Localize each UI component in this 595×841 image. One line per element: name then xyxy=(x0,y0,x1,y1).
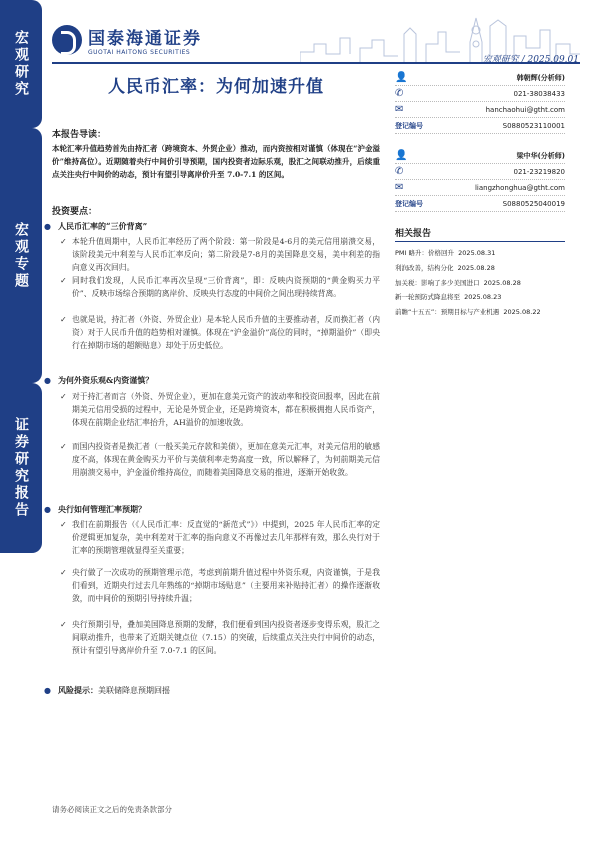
related-date: 2025.08.28 xyxy=(457,264,495,272)
analyst-reg-no: S0880525040019 xyxy=(502,199,565,208)
brand-logo xyxy=(52,24,202,56)
related-date: 2025.08.31 xyxy=(458,249,496,257)
related-report-link[interactable] xyxy=(395,248,495,257)
list-item-text: 对于持汇者而言（外资、外贸企业），更加在意美元资产的波动率和投资回报率，因此在前期美元信用受损的过程中，无论是外贸企业，还是跨境资本，都在积极拥抱人民币资产，体现在前期企业结汇率抬升，AH溢价的加速收敛。 xyxy=(72,392,380,427)
related-report-link[interactable] xyxy=(395,278,521,287)
check-icon: ✓ xyxy=(60,568,67,577)
header-date: 2025.09.01 xyxy=(527,55,579,65)
risk-label: 风险提示： xyxy=(58,685,98,695)
tab-securities-report xyxy=(0,383,42,553)
related-reports-heading: 相关报告 xyxy=(395,226,565,242)
related-title: PMI 略升：价格回升 xyxy=(395,249,455,257)
disclaimer-footer: 请务必阅读正文之后的免责条款部分 xyxy=(52,805,172,814)
analyst-card xyxy=(395,148,565,212)
list-item xyxy=(60,440,380,479)
tab-label: 宏观专题 xyxy=(13,221,29,290)
related-report-link[interactable] xyxy=(395,292,501,301)
check-icon: ✓ xyxy=(60,276,67,285)
header-category: 宏观研究 xyxy=(482,55,519,65)
list-item xyxy=(60,566,380,605)
lead-summary: 本轮汇率升值趋势首先由持汇者（跨境资本、外贸企业）推动，而内资按相对谨慎（体现在“沪金溢价”维持高位）。近期随着央行中间价引导预期，国内投资者边际乐观，股汇之间联动推升，后续重点关注央行中间价的动态，预计有望引导离岸价升至 7.0-7.1 的区间。 xyxy=(52,144,380,179)
risk-note xyxy=(58,684,380,697)
related-title: 前瞻“十五五”：预期目标与产业机遇 xyxy=(395,308,500,316)
list-item xyxy=(60,313,380,352)
list-item xyxy=(60,235,380,274)
page-title: 人民币汇率：为何加速升值 xyxy=(108,77,324,97)
related-date: 2025.08.28 xyxy=(483,279,521,287)
related-report-link[interactable] xyxy=(395,263,495,272)
check-icon: ✓ xyxy=(60,237,67,246)
related-report-link[interactable] xyxy=(395,307,541,316)
tab-label: 证券研究报告 xyxy=(13,417,29,519)
related-date: 2025.08.22 xyxy=(503,308,541,316)
list-item xyxy=(60,274,380,300)
check-icon: ✓ xyxy=(60,620,67,629)
list-item-text: 央行预期引导，叠加美国降息预期的发酵，我们便看到国内投资者逐步变得乐观，股汇之间联动推升，也带来了近期关键点位（7.15）的突破，后续重点关注央行中间价的动态，预计有望引导离岸价升至 7.0-7.1 的区间。 xyxy=(72,620,380,655)
points-heading: 投资要点： xyxy=(52,207,98,217)
person-icon: 👤 xyxy=(395,72,408,83)
related-date: 2025.08.23 xyxy=(464,293,502,301)
section-heading: ● 为何外资乐观&内资谨慎？ xyxy=(58,374,380,387)
list-item-text: 同时我们发现，人民币汇率再次呈现“三价背离”，即：反映内资预期的“黄金购买力平价”、反映市场综合预期的离岸价、反映央行态度的中间价之间出现持续背离。 xyxy=(72,276,380,298)
list-item-text: 央行做了一次成功的预期管理示范，考虑到前期升值过程中外资乐观，内资谨慎，于是我们看到，近期央行过去几年熟练的“掉期市场贴息”（主要用来补贴持汇者）的操作逐渐收敛，而中间价的预期引导持续升温； xyxy=(72,568,380,603)
brand-name-en: GUOTAI HAITONG SECURITIES xyxy=(88,49,191,56)
analyst-card xyxy=(395,70,565,134)
tab-macro-research xyxy=(0,0,42,128)
brand-name-cn: 国泰海通证券 xyxy=(88,29,202,49)
list-item-text: 而国内投资者是换汇者（一般买美元存款和美债），更加在意美元汇率，对美元信用的敏感度不高，体现在黄金购买力平价与美债利率走势高度一致，所以解释了，为何前期美元信用崩溃交易中，沪金溢价维持高位，而随着美国降息交易的推进，逐渐开始收敛。 xyxy=(72,442,380,477)
list-item-text: 本轮升值周期中，人民币汇率经历了两个阶段：第一阶段是4-6月的美元信用崩溃交易，该阶段美元中利差与人民币汇率反向；第二阶段是7-8月的美国降息交易，美中利差的指向意义再次回归。 xyxy=(72,237,380,272)
tab-macro-special xyxy=(0,128,42,383)
analyst-email[interactable]: liangzhonghua@gtht.com xyxy=(474,183,565,192)
analyst-email[interactable]: hanchaohui@gtht.com xyxy=(485,105,565,114)
reg-label: 登记编号 xyxy=(395,199,423,208)
header-meta: 宏观研究 / 2025.09.01 xyxy=(482,55,579,65)
analyst-name: 梁中华(分析师) xyxy=(516,151,565,160)
list-item-text: 我们在前期报告（《人民币汇率：反直觉的“新范式”》）中提到，2025 年人民币汇率的定价逻辑更加复杂，美中利差对于汇率的指向意义不再像过去几年那样有效，那么央行对于汇率的预期管理就显得至关重要； xyxy=(72,520,380,555)
list-item-text: 也就是说，持汇者（外资、外贸企业）是本轮人民币升值的主要推动者，反而换汇者（内资）对于人民币升值的趋势相对谨慎。体现在“沪金溢价”高位的同时，“掉期溢价”（即央行在掉期市场的超额贴息）却处于历史低位。 xyxy=(72,315,380,350)
check-icon: ✓ xyxy=(60,392,67,401)
list-item xyxy=(60,518,380,557)
list-item xyxy=(60,390,380,429)
analyst-phone: 021-38038433 xyxy=(513,89,565,98)
related-title: 加关税：影响了多少美国进口 xyxy=(395,279,480,287)
risk-text: 美联储降息预期回摇 xyxy=(98,686,170,695)
phone-icon: ✆ xyxy=(395,166,404,177)
person-icon: 👤 xyxy=(395,150,408,161)
section-heading: ● 人民币汇率的“三价背离” xyxy=(58,220,380,233)
check-icon: ✓ xyxy=(60,315,67,324)
list-item xyxy=(60,618,380,657)
analyst-name: 韩朝辉(分析师) xyxy=(516,73,565,82)
related-title: 利润改善，结构分化 xyxy=(395,264,454,272)
logo-icon xyxy=(52,25,82,55)
check-icon: ✓ xyxy=(60,520,67,529)
reg-label: 登记编号 xyxy=(395,121,423,130)
analyst-reg-no: S0880523110001 xyxy=(502,121,565,130)
lead-heading: 本报告导读： xyxy=(52,130,107,140)
tab-label: 宏观研究 xyxy=(13,30,29,98)
email-icon: ✉ xyxy=(395,104,404,115)
phone-icon: ✆ xyxy=(395,88,404,99)
analyst-phone: 021-23219820 xyxy=(513,167,565,176)
section-heading: ● 央行如何管理汇率预期？ xyxy=(58,503,380,516)
check-icon: ✓ xyxy=(60,442,67,451)
email-icon: ✉ xyxy=(395,182,404,193)
related-title: 新一轮预防式降息将至 xyxy=(395,293,460,301)
